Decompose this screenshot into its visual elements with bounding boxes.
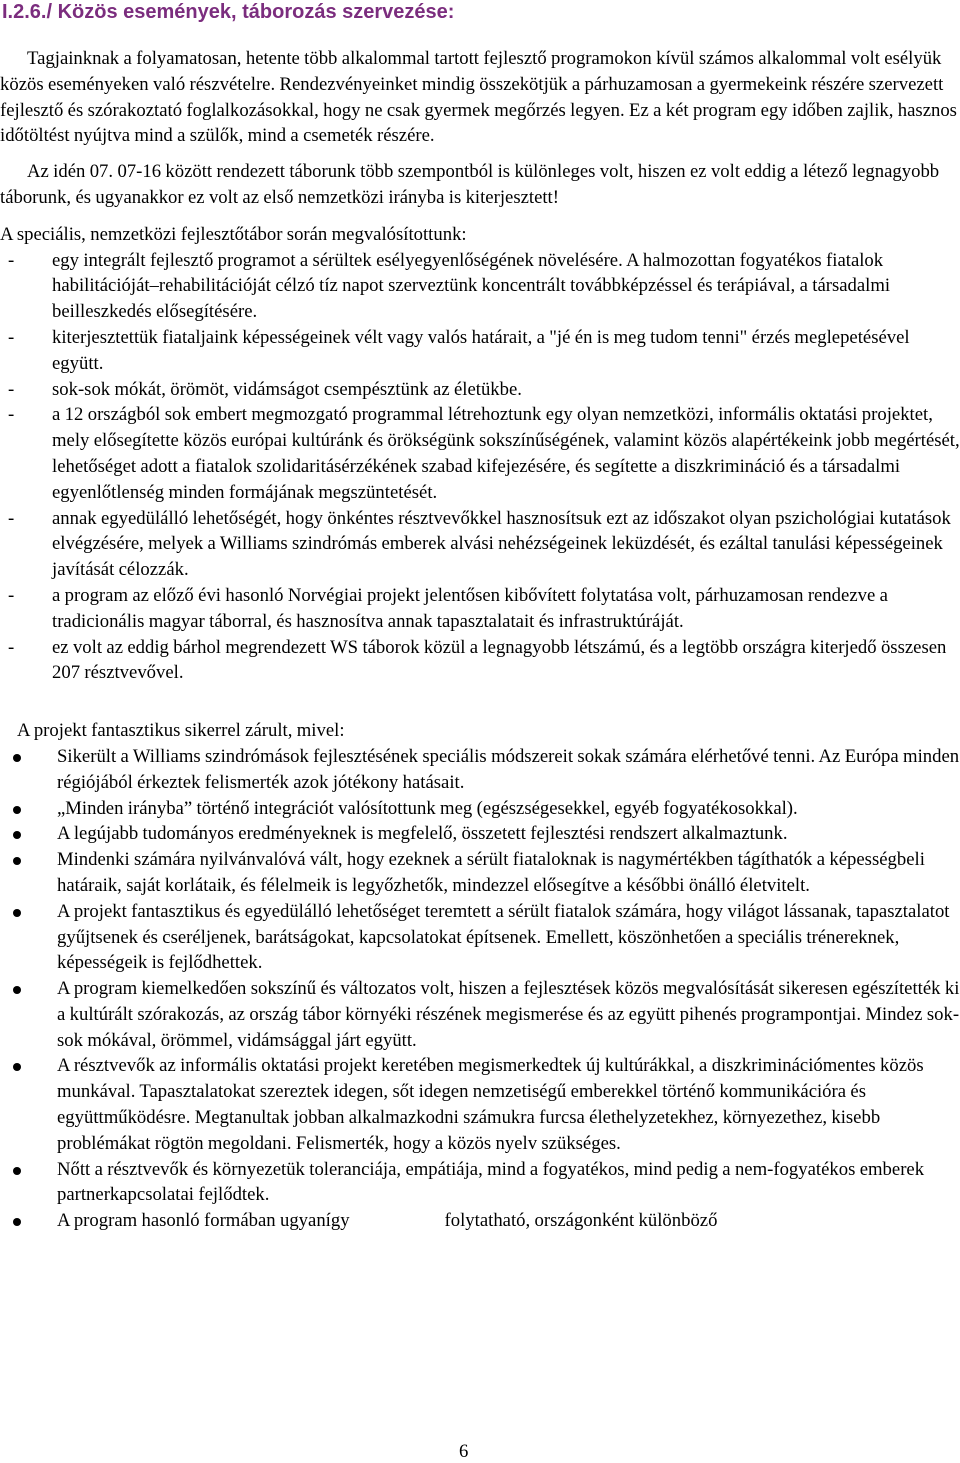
dash-marker: - xyxy=(8,378,15,400)
bullet-item-text: Sikerült a Williams szindrómások fejlesztésének speciális módszereit sokak számára elérhetővé tenni. Az Európa minden régiójából érkeztek felismerték azok jótékony hatásait. xyxy=(57,745,960,793)
bullet-icon xyxy=(13,806,21,814)
section-heading: I.2.6./ Közös események, táborozás szervezése: xyxy=(2,1,455,23)
bullet-icon xyxy=(13,1167,21,1175)
bullet-list-item xyxy=(0,976,960,1053)
dash-item-text: ez volt az eddig bárhol megrendezett WS táborok közül a legnagyobb létszámú, és a legtöbb országra kiterjedő összesen 207 résztvevővel. xyxy=(52,636,947,684)
dash-item-text: kiterjesztettük fiataljaink képességeinek vélt vagy valós határait, a "jé én is meg tudom tenni" érzés meglepetésével együtt. xyxy=(52,326,910,374)
page-number: 6 xyxy=(459,1441,469,1462)
dash-marker: - xyxy=(8,249,15,271)
dash-marker: - xyxy=(8,404,15,426)
bullet-list-item xyxy=(0,847,960,899)
bullet-icon xyxy=(13,857,21,865)
dash-list-item xyxy=(0,506,960,583)
bullet-item-text: Nőtt a résztvevők és környezetük toleranciája, empátiája, mind a fogyatékos, mind pedig a nem-fogyatékos emberek partnerkapcsolatai fejlődtek. xyxy=(57,1158,925,1206)
bullet-list-item xyxy=(0,1208,960,1234)
bullet-list-item xyxy=(0,1157,960,1209)
bullet-icon xyxy=(13,1063,21,1071)
last-bullet-text-part1: A program hasonló formában ugyanígy xyxy=(57,1210,350,1232)
bullet-icon xyxy=(13,754,21,762)
bullet-icon xyxy=(13,831,21,839)
dash-list-item xyxy=(0,325,960,377)
bullet-list-item xyxy=(0,1053,960,1156)
dash-item-text: egy integrált fejlesztő programot a sérültek esélyegyenlőségének növelésére. A halmozottan fogyatékos fiatalok habilitációját–rehabilitációját célzó tíz napot szerveztünk koncentrált továbbképzéssel és terápiával, a társadalmi beilleszkedés elősegítésére. xyxy=(52,249,891,323)
dash-item-text: a program az előző évi hasonló Norvégiai projekt jelentősen kibővített folytatása volt, párhuzamosan rendezve a tradicionális magyar táborral, és hasznosítva annak tapasztalatait és infrastruktúráját. xyxy=(52,584,888,632)
dash-list-item xyxy=(0,583,960,635)
camp-paragraph: Az idén 07. 07-16 között rendezett táborunk több szempontból is különleges volt, hiszen ez volt eddig a létező legnagyobb táborunk, és ugyanakkor ez volt az első nemzetközi irányba is kiterjesztett! xyxy=(0,161,940,208)
bullet-item-text: A résztvevők az informális oktatási projekt keretében megismerkedtek új kultúrákkal, a diszkriminációmentes közös munkával. Tapasztalatokat szereztek idegen, sőt idegen nemzetiségű emberekkel történő kommunikációra és együttműködésre. Megtanultak jobban alkalmazkodni számukra furcsa élethelyzetekhez, környezethez, kisebb problémákat rögtön megoldani. Felismerték, hogy a közös nyelv szükséges. xyxy=(57,1055,924,1154)
bullet-icon xyxy=(13,986,21,994)
dash-marker: - xyxy=(8,636,15,658)
last-bullet-text-part2: folytatható, országonként különböző xyxy=(444,1210,718,1232)
dash-item-text: annak egyedülálló lehetőségét, hogy önkéntes résztvevőkkel hasznosítsuk ezt az időszakot olyan pszichológiai kutatások elvégzésére, melyek a Williams szindrómás emberek alvási nehézségeinek leküzdését, és ezáltal tanulási képességeinek javítását célozzák. xyxy=(52,507,951,581)
results-intro: A projekt fantasztikus sikerrel zárult, mivel: xyxy=(17,720,345,742)
dash-marker: - xyxy=(8,507,15,529)
dash-list-item xyxy=(0,248,960,325)
bullet-list-item xyxy=(0,796,960,822)
bullet-item-text: A projekt fantasztikus és egyedülálló lehetőséget teremtett a sérült fiatalok számára, hogy világot lássanak, tapasztalatot gyűjtsenek és cseréljenek, barátságokat, kapcsolatokat építsenek. Emellett, köszönhetően a speciális trénereknek, képességeik is fejlődhettek. xyxy=(57,900,950,974)
achievements-intro: A speciális, nemzetközi fejlesztőtábor során megvalósítottunk: xyxy=(0,223,467,245)
bullet-item-text: A program kiemelkedően sokszínű és változatos volt, hiszen a fejlesztések közös megvalósítását sikeresen egészítették ki a kultúrált szórakozás, az ország tábor környéki részének megismerése és az együtt pihenés programpontjai. Mindez sok-sok mókával, örömmel, vidámsággal járt együtt. xyxy=(57,978,960,1051)
bullet-list-item xyxy=(0,821,960,847)
bullet-list-item xyxy=(0,744,960,796)
bullet-item-text: „Minden irányba” történő integrációt valósítottunk meg (egészségesekkel, egyéb fogyatékosokkal). xyxy=(57,797,798,819)
document-body xyxy=(0,46,960,1234)
bullet-list-item xyxy=(0,899,960,976)
dash-list-item xyxy=(0,635,960,687)
bullet-icon xyxy=(13,1218,21,1226)
dash-list-item xyxy=(0,402,960,505)
dash-marker: - xyxy=(8,584,15,606)
bullet-item-text: Mindenki számára nyilvánvalóvá vált, hogy ezeknek a sérült fiataloknak is nagymértékben tágíthatók a képességbeli határaik, saját korlátaik, és félelmeik is legyőzhetők, mindezzel elősegítve a későbbi önálló életvitelt. xyxy=(57,849,925,896)
bullet-item-text: A legújabb tudományos eredményeknek is megfelelő, összetett fejlesztési rendszert alkalmaztunk. xyxy=(57,823,788,845)
dash-marker: - xyxy=(8,326,15,348)
dash-item-text: sok-sok mókát, örömöt, vidámságot csempésztünk az életükbe. xyxy=(52,378,522,400)
dash-item-text: a 12 országból sok embert megmozgató programmal létrehoztunk egy olyan nemzetközi, informális oktatási projektet, mely elősegítette közös európai kultúránk és örökségünk sokszínűségének, valamint közös alapértékeink jobb megértését, lehetőséget adott a fiatalok szolidaritásérzékének szabad kifejezésére, és segítette a diszkrimináció és a társadalmi egyenlőtlenség minden formájának megszüntetését. xyxy=(52,404,960,503)
bullet-icon xyxy=(13,909,21,917)
dash-list-item xyxy=(0,377,960,403)
intro-paragraph: Tagjainknak a folyamatosan, hetente több alkalommal tartott fejlesztő programokon kívül számos alkalommal volt esélyük közös eseményeken való részvételre. Rendezvényeinket mindig összekötjük a párhuzamosan a gyermekeink részére szervezett fejlesztő és szórakoztató foglalkozásokkal, hogy ne csak gyermek megőrzés legyen. Ez a két program egy időben zajlik, hasznos időtöltést nyújtva mind a szülők, mind a csemeték részére. xyxy=(0,48,957,147)
